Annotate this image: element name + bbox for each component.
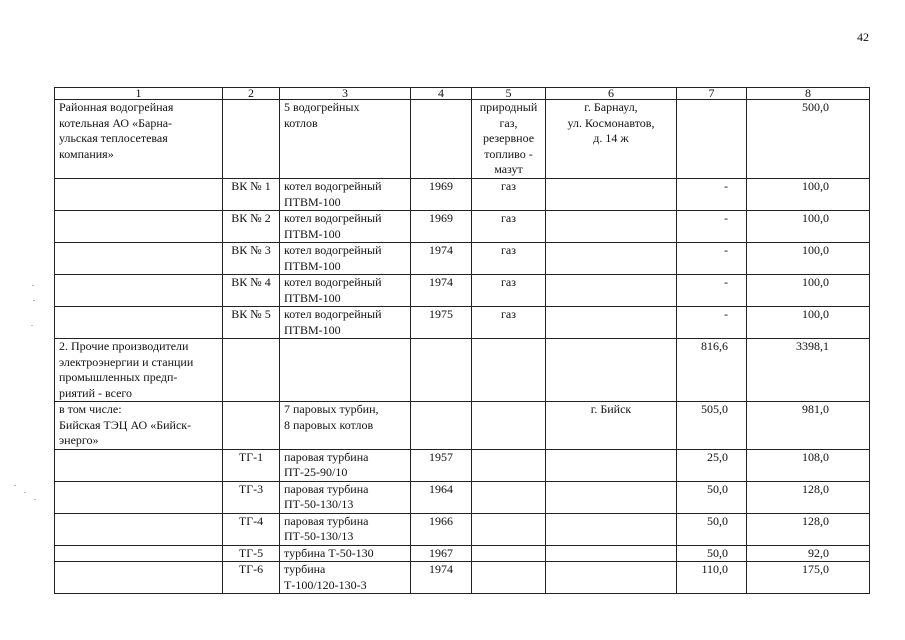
- cell-power: -: [677, 211, 747, 243]
- scan-mark: [32, 285, 34, 286]
- cell-year: 1957: [411, 449, 472, 481]
- cell-station-no: ВК № 1: [223, 179, 280, 211]
- cell-station-no: ТГ-1: [223, 449, 280, 481]
- cell-capacity: 981,0: [747, 402, 870, 450]
- cell-fuel: [472, 545, 546, 562]
- scan-mark: [31, 325, 33, 326]
- cell-name: [55, 243, 223, 275]
- cell-station-no: ВК № 5: [223, 307, 280, 339]
- cell-name: [55, 562, 223, 594]
- cell-name: [55, 275, 223, 307]
- cell-station-no: ВК № 3: [223, 243, 280, 275]
- column-header: 5: [472, 88, 546, 100]
- cell-name: [55, 513, 223, 545]
- cell-equipment: котел водогрейный ПТВМ-100: [280, 179, 411, 211]
- cell-station-no: ТГ-4: [223, 513, 280, 545]
- cell-year: 1964: [411, 481, 472, 513]
- table-row: [55, 275, 870, 307]
- cell-capacity: 175,0: [747, 562, 870, 594]
- cell-station-no: [223, 100, 280, 179]
- cell-equipment: котел водогрейный ПТВМ-100: [280, 211, 411, 243]
- column-header: 2: [223, 88, 280, 100]
- column-header: 6: [546, 88, 677, 100]
- cell-equipment: котел водогрейный ПТВМ-100: [280, 243, 411, 275]
- cell-year: [411, 402, 472, 450]
- cell-equipment: турбина Т-50-130: [280, 545, 411, 562]
- cell-fuel: газ: [472, 243, 546, 275]
- cell-power: -: [677, 307, 747, 339]
- column-header: 1: [55, 88, 223, 100]
- cell-year: [411, 100, 472, 179]
- table-row: [55, 211, 870, 243]
- cell-equipment: котел водогрейный ПТВМ-100: [280, 275, 411, 307]
- cell-fuel: газ: [472, 179, 546, 211]
- cell-capacity: 100,0: [747, 211, 870, 243]
- column-header: 7: [677, 88, 747, 100]
- cell-station-no: [223, 402, 280, 450]
- cell-fuel: газ: [472, 211, 546, 243]
- cell-capacity: 500,0: [747, 100, 870, 179]
- scan-mark: [34, 499, 36, 500]
- cell-address: [546, 449, 677, 481]
- cell-name: [55, 211, 223, 243]
- cell-fuel: [472, 513, 546, 545]
- cell-power: 50,0: [677, 481, 747, 513]
- cell-equipment: 7 паровых турбин, 8 паровых котлов: [280, 402, 411, 450]
- cell-power: -: [677, 275, 747, 307]
- cell-name: в том числе: Бийская ТЭЦ АО «Бийск- энерго»: [55, 402, 223, 450]
- cell-capacity: 92,0: [747, 545, 870, 562]
- scan-mark: [33, 300, 35, 301]
- cell-capacity: 100,0: [747, 307, 870, 339]
- cell-capacity: 100,0: [747, 275, 870, 307]
- table-row: [55, 513, 870, 545]
- cell-name: [55, 545, 223, 562]
- cell-equipment: паровая турбина ПТ-50-130/13: [280, 513, 411, 545]
- table-row: [55, 307, 870, 339]
- cell-name: 2. Прочие производители электроэнергии и станции промышленных предп- риятий - всего: [55, 339, 223, 402]
- table-row: [55, 179, 870, 211]
- cell-equipment: котел водогрейный ПТВМ-100: [280, 307, 411, 339]
- table-row: [55, 402, 870, 450]
- cell-equipment: [280, 339, 411, 402]
- cell-capacity: 100,0: [747, 243, 870, 275]
- cell-capacity: 100,0: [747, 179, 870, 211]
- data-table: [54, 87, 870, 594]
- cell-name: [55, 481, 223, 513]
- cell-power: 25,0: [677, 449, 747, 481]
- scan-mark: [24, 492, 26, 493]
- cell-address: [546, 545, 677, 562]
- cell-year: 1969: [411, 211, 472, 243]
- page-number: 42: [857, 30, 869, 44]
- cell-fuel: [472, 449, 546, 481]
- cell-station-no: [223, 339, 280, 402]
- cell-year: 1967: [411, 545, 472, 562]
- cell-power: 505,0: [677, 402, 747, 450]
- cell-address: [546, 339, 677, 402]
- cell-equipment: паровая турбина ПТ-25-90/10: [280, 449, 411, 481]
- cell-power: 110,0: [677, 562, 747, 594]
- cell-name: [55, 179, 223, 211]
- cell-equipment: паровая турбина ПТ-50-130/13: [280, 481, 411, 513]
- cell-year: 1975: [411, 307, 472, 339]
- table-row: [55, 481, 870, 513]
- cell-station-no: ВК № 2: [223, 211, 280, 243]
- cell-address: г. Барнаул, ул. Космонавтов, д. 14 ж: [546, 100, 677, 179]
- table-row: [55, 545, 870, 562]
- cell-capacity: 108,0: [747, 449, 870, 481]
- cell-fuel: [472, 562, 546, 594]
- cell-name: Районная водогрейная котельная АО «Барна- ульская теплосетевая компания»: [55, 100, 223, 179]
- column-header: 8: [747, 88, 870, 100]
- cell-power: 816,6: [677, 339, 747, 402]
- table-row: [55, 243, 870, 275]
- cell-power: 50,0: [677, 513, 747, 545]
- cell-year: [411, 339, 472, 402]
- cell-fuel: газ: [472, 275, 546, 307]
- cell-capacity: 128,0: [747, 481, 870, 513]
- cell-address: [546, 307, 677, 339]
- cell-address: г. Бийск: [546, 402, 677, 450]
- cell-address: [546, 562, 677, 594]
- cell-name: [55, 307, 223, 339]
- table-row: [55, 339, 870, 402]
- table-row: [55, 449, 870, 481]
- cell-equipment: 5 водогрейных котлов: [280, 100, 411, 179]
- scan-mark: [14, 485, 16, 486]
- cell-year: 1974: [411, 243, 472, 275]
- cell-station-no: ВК № 4: [223, 275, 280, 307]
- cell-station-no: ТГ-6: [223, 562, 280, 594]
- cell-address: [546, 179, 677, 211]
- cell-station-no: ТГ-5: [223, 545, 280, 562]
- cell-capacity: 128,0: [747, 513, 870, 545]
- cell-address: [546, 481, 677, 513]
- cell-year: 1974: [411, 562, 472, 594]
- cell-power: -: [677, 243, 747, 275]
- table-row: [55, 100, 870, 179]
- cell-power: [677, 100, 747, 179]
- cell-address: [546, 243, 677, 275]
- cell-station-no: ТГ-3: [223, 481, 280, 513]
- cell-power: 50,0: [677, 545, 747, 562]
- cell-equipment: турбина Т-100/120-130-3: [280, 562, 411, 594]
- header-row: [55, 88, 870, 100]
- cell-year: 1969: [411, 179, 472, 211]
- column-header: 4: [411, 88, 472, 100]
- column-header: 3: [280, 88, 411, 100]
- cell-power: -: [677, 179, 747, 211]
- cell-year: 1974: [411, 275, 472, 307]
- cell-address: [546, 513, 677, 545]
- cell-fuel: природный газ, резервное топливо - мазут: [472, 100, 546, 179]
- cell-capacity: 3398,1: [747, 339, 870, 402]
- cell-fuel: газ: [472, 307, 546, 339]
- cell-name: [55, 449, 223, 481]
- cell-fuel: [472, 402, 546, 450]
- cell-year: 1966: [411, 513, 472, 545]
- cell-fuel: [472, 339, 546, 402]
- cell-fuel: [472, 481, 546, 513]
- table-row: [55, 562, 870, 594]
- cell-address: [546, 211, 677, 243]
- cell-address: [546, 275, 677, 307]
